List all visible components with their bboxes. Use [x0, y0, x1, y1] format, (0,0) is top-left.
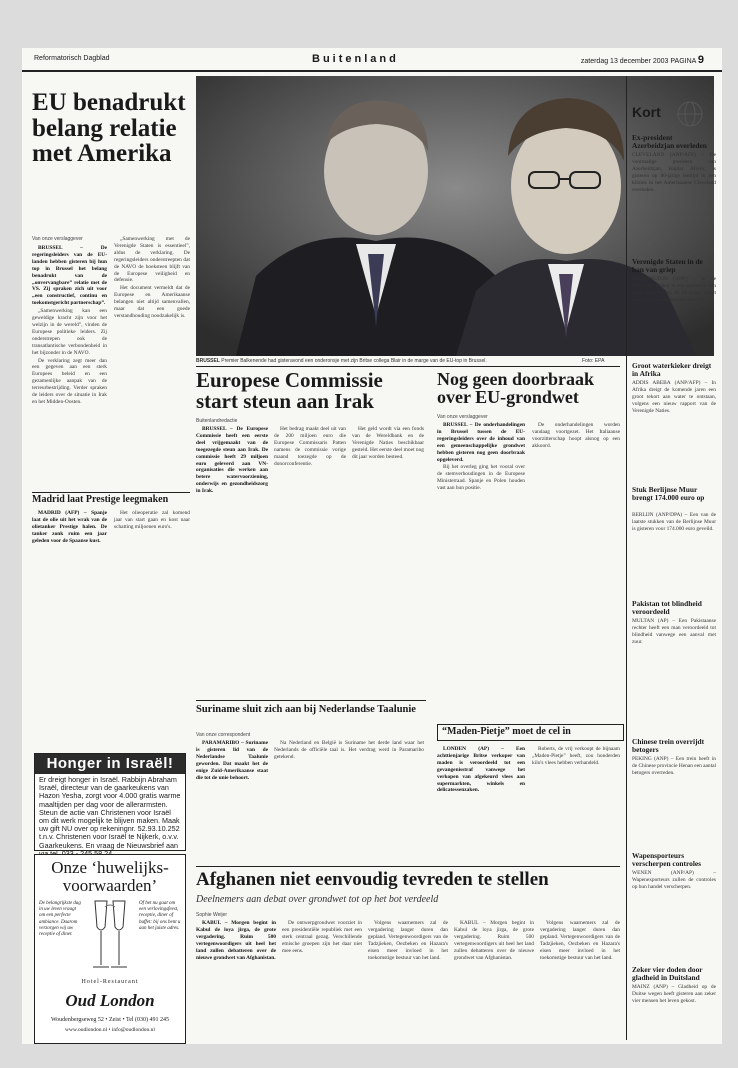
afghanen-paragraph: KABUL – Morgen begint in Kabul de loya jirga, de grote vergadering. Ruim 500 vertegenwoordigers uit heel het land zullen debatteren over de nieuwe grondwet van Afghanistan.: [454, 920, 534, 961]
honger-ad-title: Honger in Israël!: [35, 754, 185, 774]
kort-headline: Chinese trein overrijdt betogers: [632, 737, 705, 755]
afghanen-paragraph: Volgens waarnemers zal de vergadering langer duren dan gepland. Vertegenwoordigers van de Tadzjieken, Oezbeken en Hazara's eisen meer invloed in het toekomstige bestuur van het land.: [368, 920, 448, 961]
pietje-headline: “Maden-Pietje” moet de cel in: [442, 726, 571, 737]
photo-caption: [196, 358, 487, 364]
afghanen-byline: Sophie Weijer: [196, 912, 228, 918]
lead-paragraph: „Samenwerking met de Verenigde Staten is essentieel”, aldus de verklaring. De regeringsleiders onderstreepten dat de NAVO de hoeksteen blijft van de Europese veiligheid en defensie.: [114, 236, 190, 284]
caption-label: BRUSSEL: [196, 358, 220, 364]
madrid-paragraph: Het olieoperatie zal komend jaar van start gaan en kost naar schatting miljoenen euro's.: [114, 510, 190, 530]
date-page: [581, 54, 704, 66]
oudlondon-web: www.oudlondon.nl • info@oudlondon.nl: [65, 1027, 155, 1033]
divider: [196, 366, 620, 367]
suriname-column-2: [274, 740, 424, 870]
divider: [196, 700, 426, 701]
kort-body: CLEVELAND (ANP/AFP) – De voormalige president van Azerbeidzjan, Hajdar Aliyev, is gisteren op 80-jarige leeftijd in een kliniek in het Amerikaanse Cleveland overleden.: [632, 152, 716, 193]
kort-title: Kort: [632, 104, 661, 120]
pietje-box: [437, 724, 624, 741]
irak-paragraph: Het bedrag maakt deel uit van de 200 miljoen euro die Europese Commissaris Patten namens de commissie vorige maand toezegde op de donorconferentie.: [274, 426, 346, 467]
lead-paragraph: Het document vermeldt dat de Europese en Amerikaanse belangen niet altijd samenvallen, maar dat een goede verstandhouding noodzakelijk is.: [114, 285, 190, 319]
kort-divider: [626, 76, 627, 1040]
irak-column-1: [196, 426, 268, 696]
lead-paragraph: „Samenwerking kan een geweldige kracht zijn voor het welzijn in de wereld”, vinden de Europese politieke leiders. Zij onderstrepen ook de transatlantische verbondenheid in het bijzonder in de NAVO.: [32, 308, 107, 356]
madrid-headline: Madrid laat Prestige leegmaken: [32, 494, 169, 505]
afghanen-column-3: [368, 920, 448, 1040]
kort-body: MULTAN (AP) – Een Pakistaanse rechter heeft een man veroordeeld tot blindheid vanwege een aanval met zuur.: [632, 618, 716, 645]
kort-body: BERLIJN (ANP/DPA) – Een van de laatste stukken van de Berlijnse Muur is gisteren voor 174.000 euro geveild.: [632, 512, 716, 532]
lead-headline: EU benadrukt belang relatie met Amerika: [32, 89, 186, 167]
divider: [32, 492, 190, 493]
oudlondon-ad-left-text: De belangrijkste dag in uw leven vraagt om een perfecte ambiance. Daarom verzorgen wij uw receptie of diner.: [39, 901, 81, 938]
honger-advertisement: [34, 753, 186, 851]
afghanen-paragraph: KABUL – Morgen begint in Kabul de loya jirga, de grote vergadering. Ruim 500 vertegenwoordigers uit heel het land zullen debatteren over de nieuwe grondwet van Afghanistan.: [196, 920, 276, 961]
honger-ad-text: Er dreigt honger in Israël. Rabbijn Abraham Israël, directeur van de gaarkeukens van Hazon Yesha, zorgt voor 4.000 gratis warme maaltijden per dag voor de allerarmsten. Steun de actie van Christenen voor Israël om dit werk mogelijk te blijven maken. Maak uw gift NU over op rekeningnr. 52.93.10.252 t.n.v. Christenen voor Israël te Nijkerk, o.v.v. Gaarkeukens. En vraag de Nieuwsbrief aan: [39, 775, 181, 850]
irak-paragraph: Het geld wordt via een fonds van de Wereldbank en de Verenigde Naties beschikbaar gesteld. Het eerste deel moet nog dit jaar worden besteed.: [352, 426, 424, 460]
kort-headline: Verenigde Staten in de ban van griep: [632, 257, 703, 275]
grondwet-headline: Nog geen doorbraak over EU-grondwet: [437, 369, 594, 408]
oudlondon-sign: Hotel-Restaurant: [81, 979, 139, 985]
lead-byline: Van onze verslaggever: [32, 236, 83, 242]
afghanen-paragraph: De ontwerpgrondwet voorziet in een presidentiële republiek met een sterk centraal gezag. Verschillende etnische groepen zijn het daar niet mee eens.: [282, 920, 362, 954]
newspaper-page: [22, 48, 722, 1044]
afghanen-headline: Afghanen niet eenvoudig tevreden te stellen: [196, 869, 549, 890]
kort-headline: Ex-president Azerbeidzjan overleden: [632, 133, 707, 151]
page-number: 9: [697, 54, 704, 66]
afghanen-column-4: [454, 920, 534, 1040]
kort-body: WASHINGTON (ANP) – In de Verenigde Staten is een epidemie van griep uitgebroken. In 24 staten wordt een groot aantal gevallen gemeld.: [632, 276, 716, 303]
madrid-paragraph: MADRID (AFP) – Spanje laat de olie uit het wrak van de olietanker Prestige halen. De tanker zonk ruim een jaar geleden voor de Spaanse kust.: [32, 510, 107, 544]
kort-body: WENEN (ANP/AP) – Wapenexporteurs zullen de controles op hun handel verscherpen.: [632, 870, 716, 890]
lead-column-2: [114, 236, 190, 486]
madrid-column-2: [114, 510, 190, 610]
oudlondon-ad-right-text: Of het nu gaat om een verlovingsfeest, receptie, diner of buffet: bij ons bent u aan het juiste adres.: [139, 901, 181, 931]
irak-column-2: [274, 426, 346, 696]
afghanen-paragraph: Volgens waarnemers zal de vergadering langer duren dan gepland. Vertegenwoordigers van de Tadzjieken, Oezbeken en Hazara's eisen meer invloed in het toekomstige bestuur van het land.: [540, 920, 620, 961]
lead-intro: BRUSSEL – De regeringsleiders van de EU-landen hebben gisteren bij hun top in Brussel het belang benadrukt van de „onvervangbare” relatie met de VS. Zij spraken zich uit voor „een constructief, continu en toekomstgericht partnerschap”.: [32, 245, 107, 307]
date-text: zaterdag 13 december 2003: [580, 58, 669, 65]
suriname-column-1: [196, 740, 268, 870]
page-label: PAGINA: [670, 58, 696, 65]
suriname-paragraph: Na Nederland en België is Suriname het derde land waar het Nederlands de officiële taal is. Het verdrag werd in Paramaribo getekend.: [274, 740, 424, 760]
caption-text: Premier Balkenende had gisteravond een onderonsje met zijn Britse collega Blair in de marge van de EU-top in Brussel.: [221, 358, 487, 364]
lead-column-1: [32, 245, 107, 485]
grondwet-column-1: [437, 422, 525, 718]
grondwet-byline: Van onze verslaggever: [437, 414, 488, 420]
photo-credit: Foto: EPA: [582, 358, 605, 364]
pietje-paragraph: Roberts, de vrij verkoopt de bijnaam „Maden-Pietje” heeft, zou honderden kilo's vlees hebben verhandeld.: [532, 746, 620, 766]
grondwet-paragraph: BRUSSEL – De onderhandelingen in Brussel tussen de EU-regeringsleiders over de inhoud van een gemeenschappelijke grondwet hebben gisteren nog geen doorbraak opgeleverd.: [437, 422, 525, 463]
kort-icon: [670, 100, 710, 128]
paper-name: Reformatorisch Dagblad: [34, 55, 110, 62]
lead-paragraph: De verklaring zegt meer dan een gegeven aan een sterk Europees beleid en een gezamenlijke aanpak van de terreurbestrijding. Verder spraken de leiders over de situatie in Irak en het Midden-Oosten.: [32, 357, 107, 405]
kort-headline: Zeker vier doden door gladheid in Duitsland: [632, 965, 703, 983]
kort-body: MAINZ (ANP) – Gladheid op de Duitse wegen heeft gisteren aan zeker vier mensen het leven gekost.: [632, 984, 716, 1004]
kort-headline: Wapensporteurs verscherpen controles: [632, 851, 702, 869]
oudlondon-address: Woudenbergseweg 52 • Zeist • Tel (030) 491 245: [50, 1017, 170, 1023]
kort-headline: Groot waterkieker dreigt in Afrika: [632, 361, 712, 379]
irak-headline: Europese Commissie start steun aan Irak: [196, 368, 383, 414]
irak-byline: Buitenlandredactie: [196, 418, 238, 424]
grondwet-paragraph: De onderhandelingen worden vandaag voortgezet. Het Italiaanse voorzitterschap hoopt alsnog op een akkoord.: [532, 422, 620, 449]
afghanen-subhead: Deelnemers aan debat over grondwet tot op het bot verdeeld: [196, 894, 439, 905]
page-header: [22, 48, 722, 72]
kort-body: PEKING (ANP) – Een trein heeft in de Chinese provincie Henan een aantal betogers overreden.: [632, 756, 716, 776]
kort-body: ADDIS ABEBA (ANP/AFP) – In Afrika dreigt de komende jaren een groot tekort aan water te ontstaan, volgens een nieuw rapport van de Verenigde Naties.: [632, 380, 716, 414]
oudlondon-ad-title: Onze ‘huwelijks-voorwaarden’: [51, 858, 169, 895]
grondwet-column-2: [532, 422, 620, 718]
kort-headline: Pakistan tot blindheid veroordeeld: [632, 599, 702, 617]
kort-headline: Stuk Berlijnse Muur brengt 174.000 euro op: [632, 485, 705, 503]
madrid-column-1: [32, 510, 107, 610]
divider: [196, 866, 620, 867]
pietje-paragraph: LONDEN (AP) – Een achttienjarige Britse verkoper van maden is veroordeeld tot een gevangenisstraf vanwege het verkopen van afgekeurd vlees aan supermarkten, winkels en delicatessenzaken.: [437, 746, 525, 794]
section-title: Buitenland: [312, 53, 399, 65]
grondwet-paragraph: Bij het overleg ging het vooral over de stemverhoudingen in de Europese Ministerraad. Spanje en Polen houden vast aan hun positie.: [437, 464, 525, 492]
afghanen-column-5: [540, 920, 620, 1040]
suriname-headline: Suriname sluit zich aan bij Nederlandse Taalunie: [196, 704, 416, 715]
afghanen-column-2: [282, 920, 362, 1040]
suriname-byline: Van onze correspondent: [196, 732, 251, 738]
oudlondon-ad-glasses-image: [87, 897, 133, 975]
irak-column-3: [352, 426, 424, 696]
pietje-column-1: [437, 746, 525, 861]
irak-paragraph: BRUSSEL – De Europese Commissie heeft een eerste deel vrijgemaakt van de toegezegde steun aan Irak. De commissie heeft 29 miljoen euro geleverd aan VN-organisaties die werken aan betere watervoorziening, onderwijs en gezondheidszorg in Irak.: [196, 426, 268, 495]
afghanen-column-1: [196, 920, 276, 1040]
suriname-paragraph: PARAMARIBO – Suriname is gisteren lid van de Nederlandse Taalunie geworden. Dat maakt het de enige Zuid-Amerikaanse staat die tot de unie behoort.: [196, 740, 268, 781]
oudlondon-advertisement: [34, 854, 186, 1044]
pietje-column-2: [532, 746, 620, 861]
oudlondon-logo: Oud London: [65, 991, 155, 1010]
